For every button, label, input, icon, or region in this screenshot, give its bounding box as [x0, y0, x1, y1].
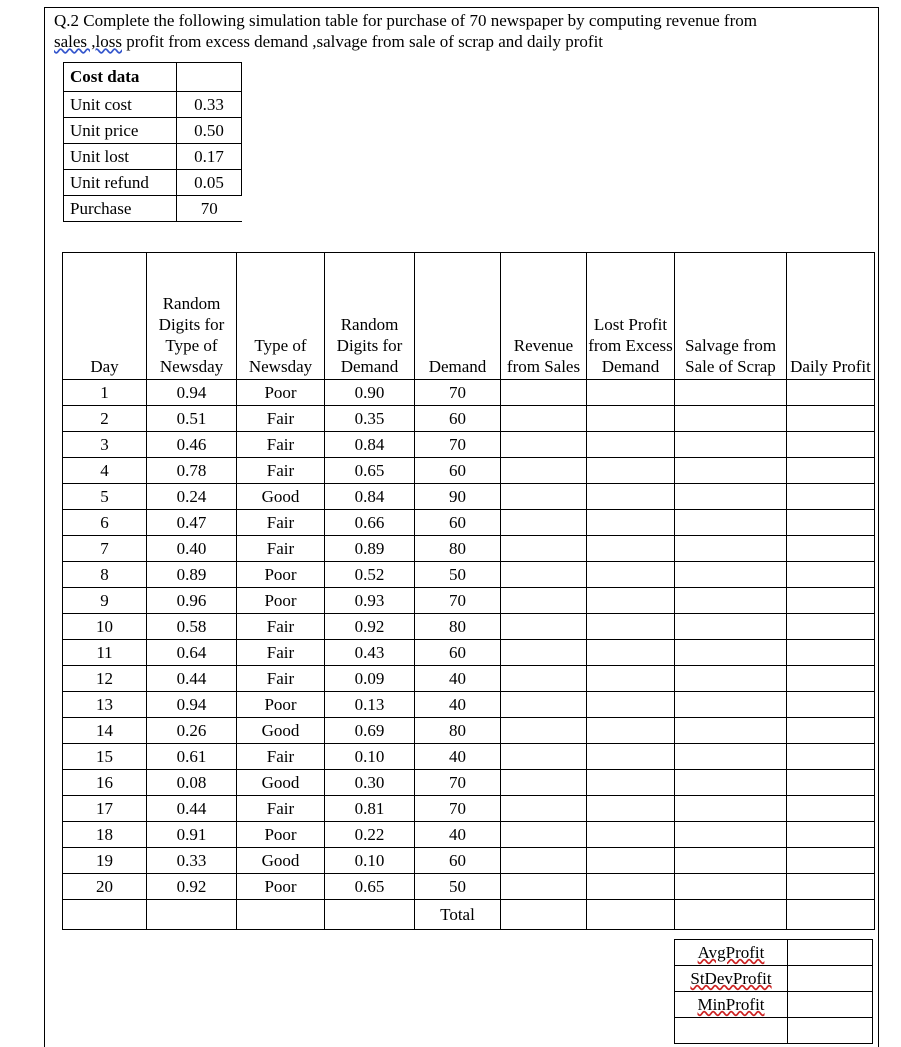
cell-blank[interactable] [787, 796, 875, 822]
cell-blank[interactable] [501, 796, 587, 822]
cell-blank[interactable] [675, 874, 787, 900]
table-row [63, 744, 875, 770]
cost-value: 0.17 [177, 144, 242, 170]
cell-rd-type: 0.47 [147, 510, 237, 536]
cell-rd-type: 0.61 [147, 744, 237, 770]
cell-rd-demand: 0.66 [325, 510, 415, 536]
cell-blank[interactable] [587, 510, 675, 536]
cost-value: 0.05 [177, 170, 242, 196]
cell-rd-demand: 0.92 [325, 614, 415, 640]
cost-value: 0.33 [177, 92, 242, 118]
cell-demand: 70 [415, 588, 501, 614]
cell-rd-demand: 0.65 [325, 458, 415, 484]
cell-blank[interactable] [587, 562, 675, 588]
table-row [63, 406, 875, 432]
cell-blank[interactable] [587, 692, 675, 718]
cell-demand: 70 [415, 770, 501, 796]
cell-rd-type: 0.51 [147, 406, 237, 432]
table-row [63, 614, 875, 640]
cell-blank[interactable] [675, 796, 787, 822]
cell-blank[interactable] [501, 432, 587, 458]
cell-blank[interactable] [587, 588, 675, 614]
summary-value-cell[interactable] [788, 992, 873, 1018]
cell-blank[interactable] [675, 484, 787, 510]
header-rd-type: Random Digits for Type of Newsday [147, 253, 237, 380]
total-cell [63, 900, 147, 930]
cell-day: 10 [63, 614, 147, 640]
cell-blank[interactable] [501, 562, 587, 588]
cell-demand: 60 [415, 510, 501, 536]
table-row [63, 484, 875, 510]
cell-demand: 60 [415, 848, 501, 874]
header-salvage: Salvage from Sale of Scrap [675, 253, 787, 380]
summary-value-cell[interactable] [788, 966, 873, 992]
cell-day: 2 [63, 406, 147, 432]
cell-demand: 80 [415, 718, 501, 744]
cell-type: Poor [237, 822, 325, 848]
cell-blank[interactable] [787, 640, 875, 666]
cell-blank[interactable] [675, 822, 787, 848]
table-row [63, 536, 875, 562]
cell-blank[interactable] [787, 432, 875, 458]
cell-rd-demand: 0.69 [325, 718, 415, 744]
table-row [63, 770, 875, 796]
cell-type: Good [237, 770, 325, 796]
cell-rd-demand: 0.65 [325, 874, 415, 900]
table-row [63, 848, 875, 874]
cell-demand: 60 [415, 640, 501, 666]
cell-blank[interactable] [587, 484, 675, 510]
table-row [63, 510, 875, 536]
total-cell [147, 900, 237, 930]
cost-row [64, 92, 242, 118]
cell-day: 4 [63, 458, 147, 484]
cell-blank[interactable] [501, 692, 587, 718]
table-row [63, 692, 875, 718]
cell-rd-demand: 0.09 [325, 666, 415, 692]
cell-blank[interactable] [787, 614, 875, 640]
cell-blank[interactable] [787, 484, 875, 510]
cell-day: 19 [63, 848, 147, 874]
cost-label: Unit lost [64, 144, 177, 170]
cell-day: 20 [63, 874, 147, 900]
cell-blank[interactable] [787, 874, 875, 900]
summary-label [675, 966, 788, 992]
header-row [63, 253, 875, 380]
cell-blank[interactable] [675, 692, 787, 718]
cell-blank[interactable] [787, 744, 875, 770]
cell-rd-type: 0.58 [147, 614, 237, 640]
cell-blank[interactable] [787, 848, 875, 874]
summary-row [675, 966, 873, 992]
simulation-body [63, 380, 875, 930]
cell-type: Poor [237, 588, 325, 614]
summary-label-clipped [675, 1018, 788, 1044]
table-row [63, 432, 875, 458]
cell-demand: 40 [415, 692, 501, 718]
cell-type: Poor [237, 562, 325, 588]
cell-demand: 80 [415, 536, 501, 562]
cost-value: 0.50 [177, 118, 242, 144]
table-row [63, 822, 875, 848]
cell-blank[interactable] [787, 510, 875, 536]
cell-blank[interactable] [675, 562, 787, 588]
cost-row [64, 170, 242, 196]
cell-blank[interactable] [787, 718, 875, 744]
cell-blank[interactable] [587, 380, 675, 406]
cell-rd-type: 0.08 [147, 770, 237, 796]
total-cell[interactable] [675, 900, 787, 930]
cell-day: 9 [63, 588, 147, 614]
cell-rd-type: 0.26 [147, 718, 237, 744]
table-row [63, 640, 875, 666]
cell-blank[interactable] [675, 640, 787, 666]
cell-blank[interactable] [787, 536, 875, 562]
cell-blank[interactable] [787, 406, 875, 432]
cell-day: 15 [63, 744, 147, 770]
cell-type: Fair [237, 744, 325, 770]
summary-label [675, 940, 788, 966]
cell-demand: 80 [415, 614, 501, 640]
cell-blank[interactable] [501, 536, 587, 562]
cell-demand: 70 [415, 432, 501, 458]
simulation-table [62, 252, 875, 930]
cell-day: 8 [63, 562, 147, 588]
cell-day: 7 [63, 536, 147, 562]
cell-blank[interactable] [501, 458, 587, 484]
cell-blank[interactable] [587, 822, 675, 848]
cost-value: 70 [177, 196, 242, 222]
cell-rd-demand: 0.89 [325, 536, 415, 562]
cell-blank[interactable] [787, 588, 875, 614]
cell-rd-demand: 0.43 [325, 640, 415, 666]
cell-rd-type: 0.89 [147, 562, 237, 588]
cell-rd-type: 0.24 [147, 484, 237, 510]
cell-blank[interactable] [787, 822, 875, 848]
summary-table [674, 939, 873, 1044]
cell-blank[interactable] [675, 380, 787, 406]
cost-label: Unit cost [64, 92, 177, 118]
header-lost-profit: Lost Profit from Excess Demand [587, 253, 675, 380]
cell-blank[interactable] [501, 588, 587, 614]
cell-type: Good [237, 718, 325, 744]
cost-label: Unit price [64, 118, 177, 144]
cell-rd-demand: 0.10 [325, 744, 415, 770]
cell-type: Fair [237, 406, 325, 432]
cell-rd-type: 0.92 [147, 874, 237, 900]
cell-blank[interactable] [675, 770, 787, 796]
cell-rd-type: 0.94 [147, 692, 237, 718]
cell-blank[interactable] [587, 536, 675, 562]
cell-blank[interactable] [501, 380, 587, 406]
total-cell[interactable] [587, 900, 675, 930]
cost-data-title: Cost data [64, 63, 177, 92]
table-row [63, 666, 875, 692]
table-row [63, 458, 875, 484]
cell-blank[interactable] [587, 744, 675, 770]
cell-day: 14 [63, 718, 147, 744]
total-label: Total [415, 900, 501, 930]
header-daily-profit: Daily Profit [787, 253, 875, 380]
cell-demand: 70 [415, 380, 501, 406]
cell-blank[interactable] [587, 666, 675, 692]
cell-demand: 60 [415, 406, 501, 432]
cell-type: Fair [237, 432, 325, 458]
question-squiggle-word: sales ,loss [54, 32, 122, 51]
table-row [63, 874, 875, 900]
cell-rd-demand: 0.13 [325, 692, 415, 718]
header-demand: Demand [415, 253, 501, 380]
cell-day: 1 [63, 380, 147, 406]
cell-demand: 70 [415, 796, 501, 822]
cell-day: 5 [63, 484, 147, 510]
cell-blank[interactable] [501, 666, 587, 692]
cell-blank[interactable] [501, 484, 587, 510]
cell-rd-demand: 0.10 [325, 848, 415, 874]
summary-value-cell[interactable] [788, 940, 873, 966]
total-cell[interactable] [501, 900, 587, 930]
total-cell[interactable] [787, 900, 875, 930]
cell-blank[interactable] [787, 770, 875, 796]
cell-blank[interactable] [501, 640, 587, 666]
cell-day: 17 [63, 796, 147, 822]
cell-rd-type: 0.78 [147, 458, 237, 484]
cell-demand: 40 [415, 666, 501, 692]
cell-blank[interactable] [675, 744, 787, 770]
cell-day: 13 [63, 692, 147, 718]
header-type: Type of Newsday [237, 253, 325, 380]
cost-row [64, 144, 242, 170]
table-row [63, 718, 875, 744]
cell-rd-type: 0.94 [147, 380, 237, 406]
cell-demand: 50 [415, 874, 501, 900]
cell-blank[interactable] [587, 406, 675, 432]
cell-rd-type: 0.44 [147, 796, 237, 822]
cell-demand: 40 [415, 744, 501, 770]
cell-blank[interactable] [675, 588, 787, 614]
cell-day: 12 [63, 666, 147, 692]
cell-blank[interactable] [587, 848, 675, 874]
cell-type: Fair [237, 510, 325, 536]
cell-rd-demand: 0.93 [325, 588, 415, 614]
cell-blank[interactable] [587, 458, 675, 484]
cell-type: Fair [237, 458, 325, 484]
cell-rd-demand: 0.52 [325, 562, 415, 588]
cell-type: Fair [237, 536, 325, 562]
table-row [63, 796, 875, 822]
cell-blank[interactable] [587, 640, 675, 666]
cell-blank[interactable] [675, 536, 787, 562]
summary-row [675, 992, 873, 1018]
cost-data-title-blank [177, 63, 242, 92]
cell-day: 18 [63, 822, 147, 848]
cell-blank[interactable] [787, 562, 875, 588]
cell-blank[interactable] [501, 770, 587, 796]
cell-type: Poor [237, 380, 325, 406]
cell-blank[interactable] [675, 406, 787, 432]
cell-type: Good [237, 484, 325, 510]
cell-type: Fair [237, 796, 325, 822]
cell-blank[interactable] [501, 874, 587, 900]
cost-row [64, 196, 242, 222]
cell-rd-type: 0.46 [147, 432, 237, 458]
cell-blank[interactable] [787, 380, 875, 406]
question-suffix: profit from excess demand ,salvage from sale of scrap and daily profit [122, 32, 604, 51]
cell-rd-type: 0.96 [147, 588, 237, 614]
cell-blank[interactable] [501, 718, 587, 744]
cell-day: 3 [63, 432, 147, 458]
table-row [63, 380, 875, 406]
cell-rd-type: 0.64 [147, 640, 237, 666]
cell-rd-demand: 0.90 [325, 380, 415, 406]
summary-label-text: AvgProfit [697, 942, 765, 962]
cell-type: Poor [237, 874, 325, 900]
cell-blank[interactable] [587, 432, 675, 458]
table-row [63, 562, 875, 588]
cell-rd-type: 0.91 [147, 822, 237, 848]
cell-demand: 40 [415, 822, 501, 848]
summary-label-text: StDevProfit [690, 968, 772, 988]
total-row [63, 900, 875, 930]
cell-type: Fair [237, 640, 325, 666]
cell-blank[interactable] [787, 666, 875, 692]
cell-demand: 90 [415, 484, 501, 510]
cell-blank[interactable] [501, 822, 587, 848]
cell-type: Good [237, 848, 325, 874]
cell-blank[interactable] [675, 666, 787, 692]
header-revenue: Revenue from Sales [501, 253, 587, 380]
cell-rd-demand: 0.22 [325, 822, 415, 848]
cell-blank[interactable] [787, 458, 875, 484]
summary-label [675, 992, 788, 1018]
cell-blank[interactable] [675, 614, 787, 640]
header-rd-demand: Random Digits for Demand [325, 253, 415, 380]
cost-data-table [63, 62, 242, 222]
cell-blank[interactable] [587, 874, 675, 900]
total-cell [325, 900, 415, 930]
cell-rd-type: 0.44 [147, 666, 237, 692]
cell-rd-type: 0.33 [147, 848, 237, 874]
cell-rd-demand: 0.84 [325, 432, 415, 458]
summary-value-cell[interactable] [788, 1018, 873, 1044]
cell-type: Fair [237, 614, 325, 640]
cell-day: 6 [63, 510, 147, 536]
cell-blank[interactable] [501, 744, 587, 770]
summary-label-text: MinProfit [697, 994, 765, 1014]
cell-blank[interactable] [587, 718, 675, 744]
summary-row [675, 940, 873, 966]
cell-blank[interactable] [587, 770, 675, 796]
cell-blank[interactable] [675, 510, 787, 536]
cell-blank[interactable] [587, 796, 675, 822]
cell-type: Poor [237, 692, 325, 718]
cost-label: Unit refund [64, 170, 177, 196]
cell-rd-demand: 0.35 [325, 406, 415, 432]
cell-rd-demand: 0.84 [325, 484, 415, 510]
cell-blank[interactable] [675, 718, 787, 744]
cell-rd-type: 0.40 [147, 536, 237, 562]
cell-rd-demand: 0.81 [325, 796, 415, 822]
summary-row [675, 1018, 873, 1044]
total-cell [237, 900, 325, 930]
cell-demand: 60 [415, 458, 501, 484]
cell-day: 16 [63, 770, 147, 796]
cell-blank[interactable] [587, 614, 675, 640]
question-text [54, 10, 874, 52]
question-prefix: Q.2 Complete the following simulation table for purchase of 70 newspaper by computing revenue from [54, 11, 757, 30]
cell-blank[interactable] [787, 692, 875, 718]
cell-rd-demand: 0.30 [325, 770, 415, 796]
cell-blank[interactable] [501, 848, 587, 874]
cell-blank[interactable] [501, 510, 587, 536]
cell-blank[interactable] [675, 848, 787, 874]
cell-blank[interactable] [501, 614, 587, 640]
cell-blank[interactable] [675, 432, 787, 458]
table-row [63, 588, 875, 614]
cell-blank[interactable] [501, 406, 587, 432]
cost-row [64, 118, 242, 144]
cost-label: Purchase [64, 196, 177, 222]
cell-demand: 50 [415, 562, 501, 588]
cell-type: Fair [237, 666, 325, 692]
cell-day: 11 [63, 640, 147, 666]
cell-blank[interactable] [675, 458, 787, 484]
header-day: Day [63, 253, 147, 380]
